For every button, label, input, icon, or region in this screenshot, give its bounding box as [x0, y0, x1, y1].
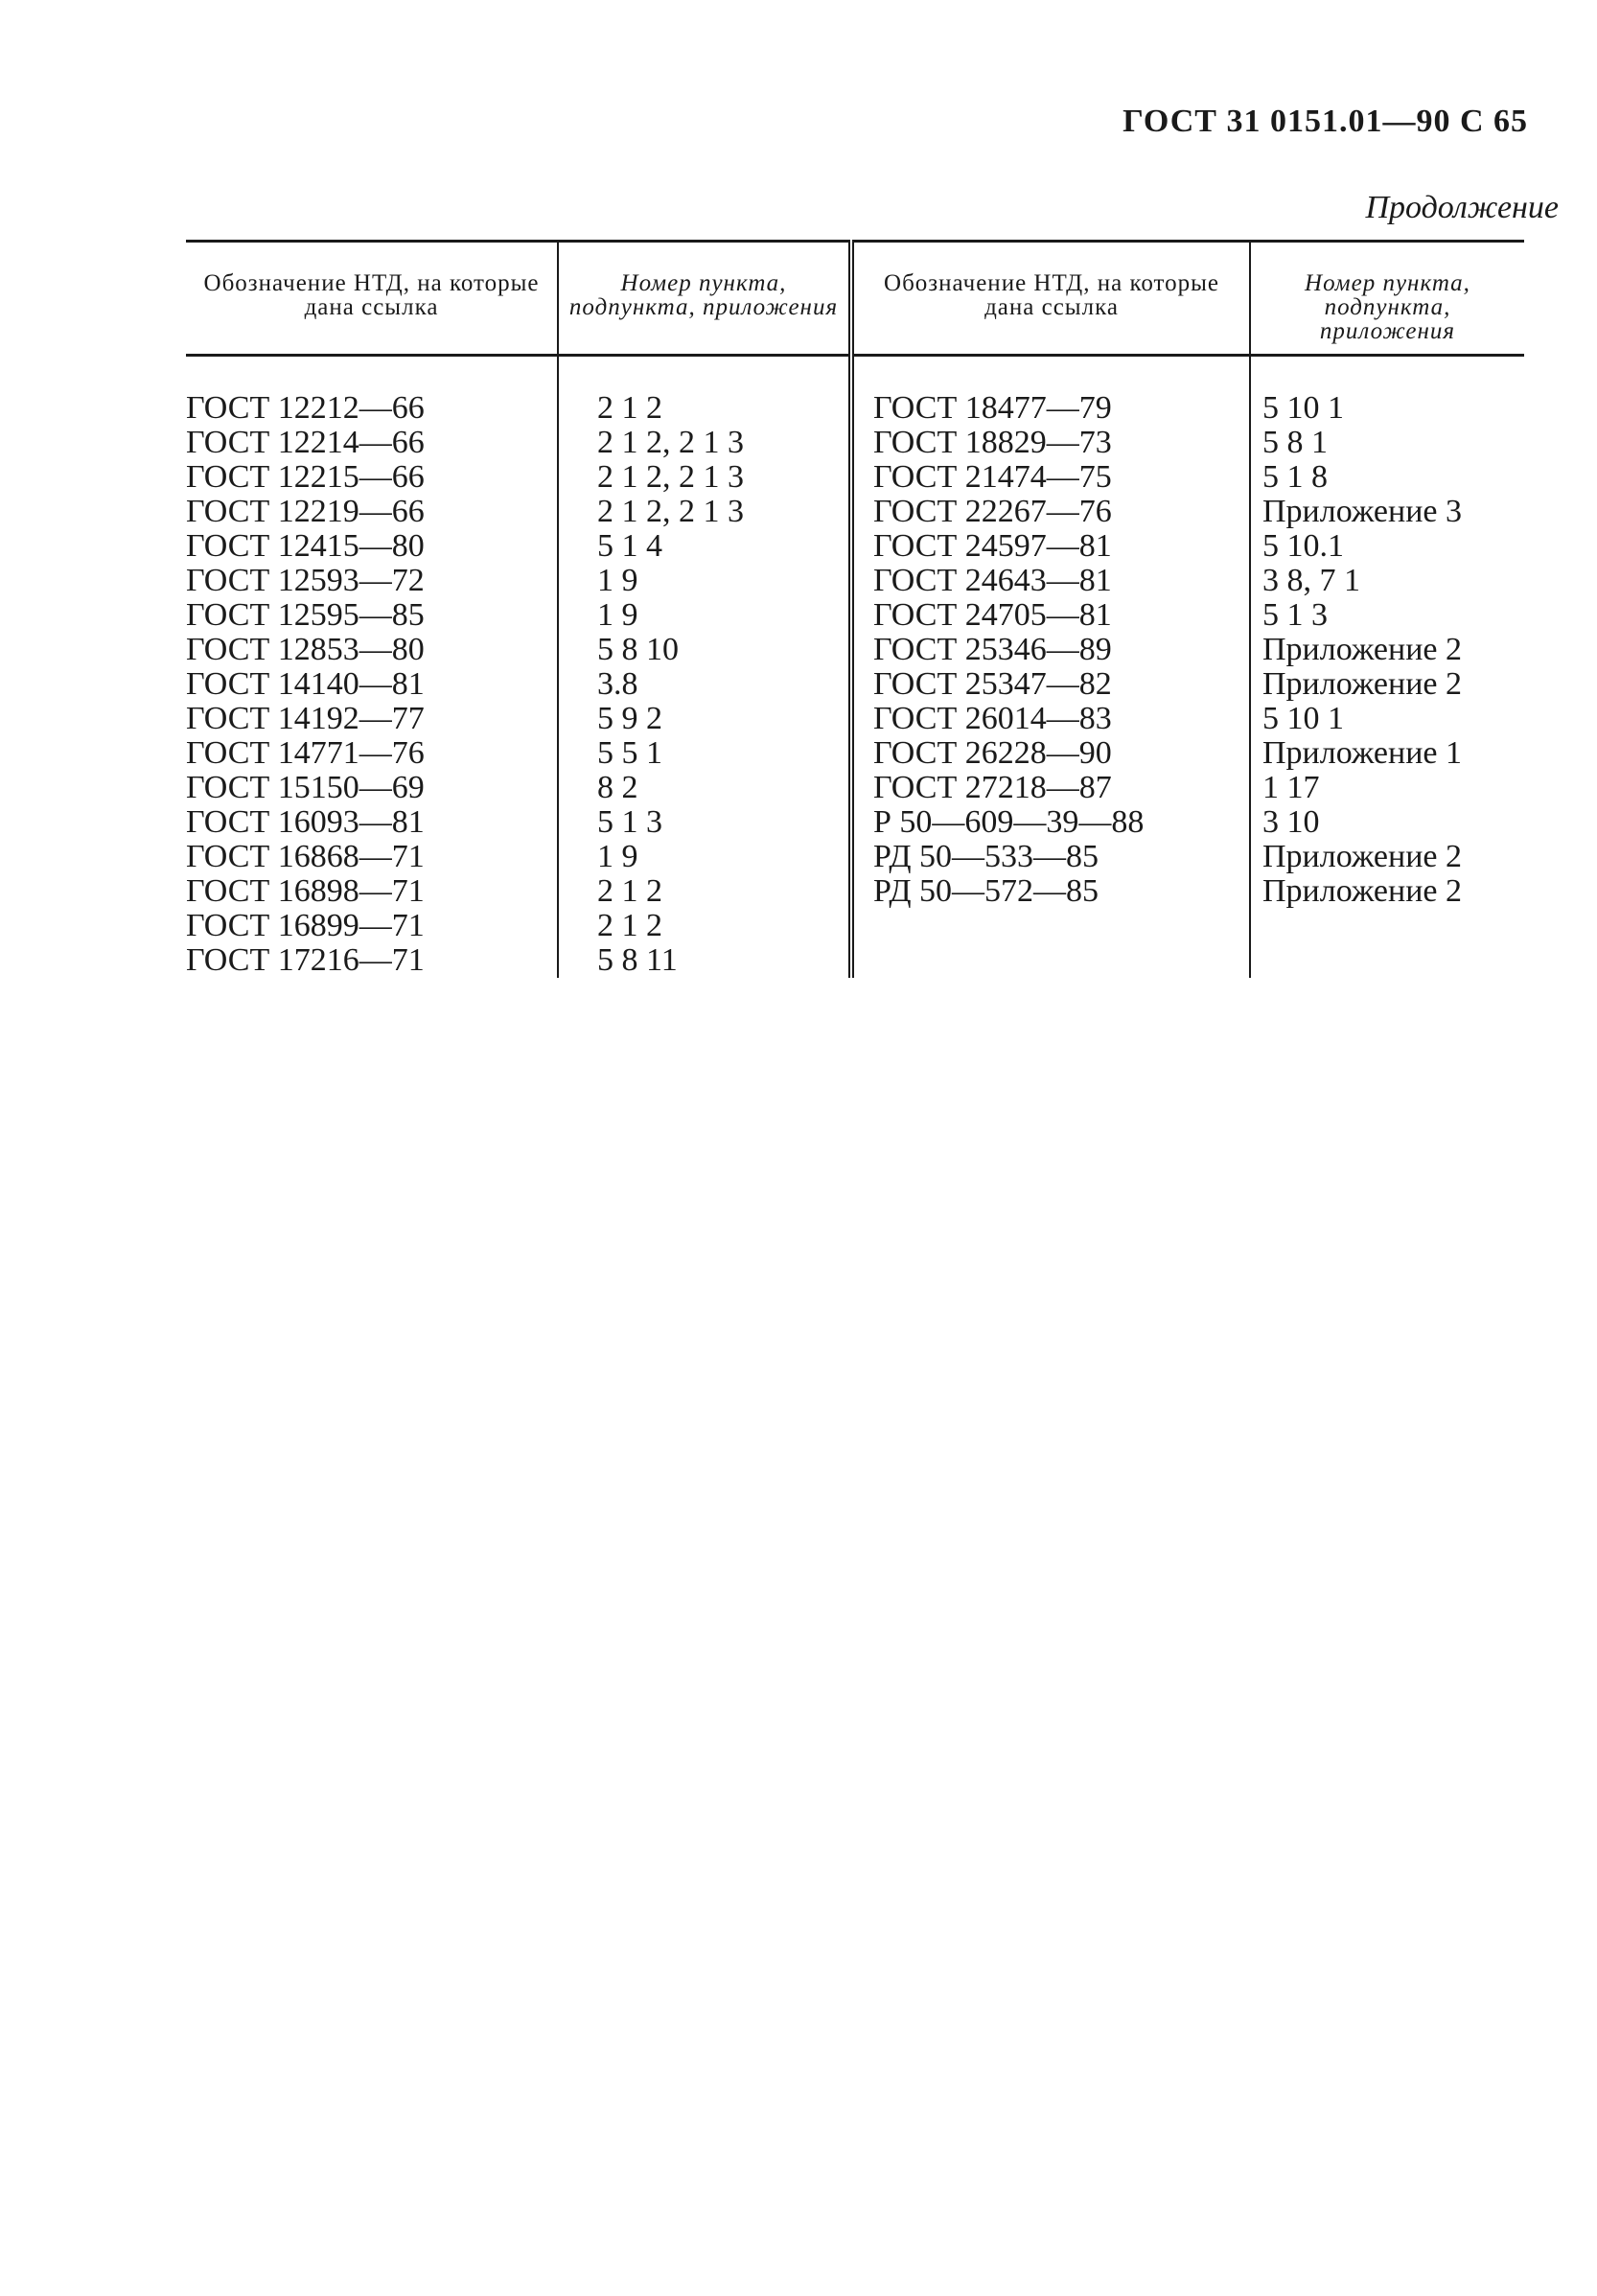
table-row — [186, 771, 1524, 805]
clause-reference: 5 1 4 — [558, 529, 851, 564]
clause-reference: 3 8, 7 1 — [1250, 564, 1524, 598]
clause-reference: 2 1 2, 2 1 3 — [558, 495, 851, 529]
clause-reference — [1250, 909, 1524, 943]
table-row — [186, 840, 1524, 874]
table-row — [186, 805, 1524, 840]
clause-reference: Приложение 2 — [1250, 667, 1524, 702]
table-row — [186, 391, 1524, 426]
clause-reference: 5 1 3 — [1250, 598, 1524, 633]
document-designation: ГОСТ 16093—81 — [186, 804, 425, 840]
document-designation: ГОСТ 22267—76 — [851, 495, 1250, 529]
document-designation: ГОСТ 26228—90 — [851, 736, 1250, 771]
document-designation — [851, 943, 1250, 978]
document-designation: ГОСТ 14140—81 — [186, 666, 425, 702]
document-designation: ГОСТ 27218—87 — [851, 771, 1250, 805]
page-header: ГОСТ 31 0151.01—90 С 65 — [1123, 104, 1528, 139]
clause-reference: 3 10 — [1250, 805, 1524, 840]
document-designation: ГОСТ 12595—85 — [186, 597, 425, 633]
clause-reference: 1 9 — [558, 840, 851, 874]
column-header-clause-2: Номер пункта, подпункта, приложения — [1250, 242, 1524, 356]
continuation-label: Продолжение — [1365, 190, 1559, 225]
document-designation: ГОСТ 15150—69 — [186, 770, 425, 805]
table-row — [186, 495, 1524, 529]
table-row — [186, 460, 1524, 495]
document-designation: ГОСТ 12215—66 — [186, 459, 425, 495]
document-designation: ГОСТ 12212—66 — [186, 390, 425, 426]
document-designation: ГОСТ 16898—71 — [186, 873, 425, 909]
clause-reference — [1250, 943, 1524, 978]
clause-reference: 8 2 — [558, 771, 851, 805]
clause-reference: 1 9 — [558, 598, 851, 633]
column-header-designation-2: Обозначение НТД, на которые дана ссылка — [851, 242, 1250, 356]
clause-reference: 5 1 8 — [1250, 460, 1524, 495]
document-designation: ГОСТ 14771—76 — [186, 735, 425, 771]
document-designation: ГОСТ 18477—79 — [851, 391, 1250, 426]
document-designation: ГОСТ 16899—71 — [186, 908, 425, 943]
table-spacer-row — [186, 356, 1524, 392]
column-header-designation: Обозначение НТД, на которые дана ссылка — [203, 270, 540, 320]
table-row — [186, 736, 1524, 771]
table-row — [186, 529, 1524, 564]
clause-reference: 5 10.1 — [1250, 529, 1524, 564]
document-designation: ГОСТ 26014—83 — [851, 702, 1250, 736]
table-row — [186, 909, 1524, 943]
clause-reference: 2 1 2 — [558, 874, 851, 909]
table-row — [186, 667, 1524, 702]
table-row — [186, 702, 1524, 736]
clause-reference: 5 8 1 — [1250, 426, 1524, 460]
clause-reference: 1 17 — [1250, 771, 1524, 805]
clause-reference: 5 8 11 — [558, 943, 851, 978]
clause-reference: 5 9 2 — [558, 702, 851, 736]
clause-reference: Приложение 2 — [1250, 874, 1524, 909]
document-designation: ГОСТ 17216—71 — [186, 942, 425, 978]
table-header-row — [186, 242, 1524, 356]
clause-reference: 2 1 2 — [558, 909, 851, 943]
table-body — [186, 356, 1524, 979]
document-designation: Р 50—609—39—88 — [851, 805, 1250, 840]
document-designation: ГОСТ 12415—80 — [186, 528, 425, 564]
document-designation: ГОСТ 12593—72 — [186, 563, 425, 598]
table-row — [186, 633, 1524, 667]
clause-reference: 5 5 1 — [558, 736, 851, 771]
document-designation: ГОСТ 18829—73 — [851, 426, 1250, 460]
clause-reference: 2 1 2 — [558, 391, 851, 426]
clause-reference: 5 1 3 — [558, 805, 851, 840]
document-designation: ГОСТ 16868—71 — [186, 839, 425, 874]
document-designation: ГОСТ 24705—81 — [851, 598, 1250, 633]
clause-reference: 2 1 2, 2 1 3 — [558, 426, 851, 460]
clause-reference: 3.8 — [558, 667, 851, 702]
document-designation: РД 50—533—85 — [851, 840, 1250, 874]
document-designation: ГОСТ 25347—82 — [851, 667, 1250, 702]
clause-reference: Приложение 3 — [1250, 495, 1524, 529]
document-designation: ГОСТ 25346—89 — [851, 633, 1250, 667]
document-designation: ГОСТ 12219—66 — [186, 494, 425, 529]
clause-reference: 1 9 — [558, 564, 851, 598]
table-row — [186, 874, 1524, 909]
clause-reference: 5 10 1 — [1250, 391, 1524, 426]
clause-reference: Приложение 1 — [1250, 736, 1524, 771]
table-row — [186, 564, 1524, 598]
document-designation — [851, 909, 1250, 943]
column-header-clause: Номер пункта, подпункта, приложения — [558, 242, 851, 356]
clause-reference: Приложение 2 — [1250, 840, 1524, 874]
document-designation: ГОСТ 12214—66 — [186, 425, 425, 460]
clause-reference: 5 8 10 — [558, 633, 851, 667]
clause-reference: 5 10 1 — [1250, 702, 1524, 736]
clause-reference: Приложение 2 — [1250, 633, 1524, 667]
document-designation: ГОСТ 12853—80 — [186, 632, 425, 667]
table-row — [186, 426, 1524, 460]
table-row — [186, 598, 1524, 633]
table-row — [186, 943, 1524, 978]
document-designation: ГОСТ 14192—77 — [186, 701, 425, 736]
document-designation: ГОСТ 21474—75 — [851, 460, 1250, 495]
document-designation: ГОСТ 24597—81 — [851, 529, 1250, 564]
document-designation: ГОСТ 24643—81 — [851, 564, 1250, 598]
clause-reference: 2 1 2, 2 1 3 — [558, 460, 851, 495]
references-table — [186, 240, 1524, 978]
document-designation: РД 50—572—85 — [851, 874, 1250, 909]
